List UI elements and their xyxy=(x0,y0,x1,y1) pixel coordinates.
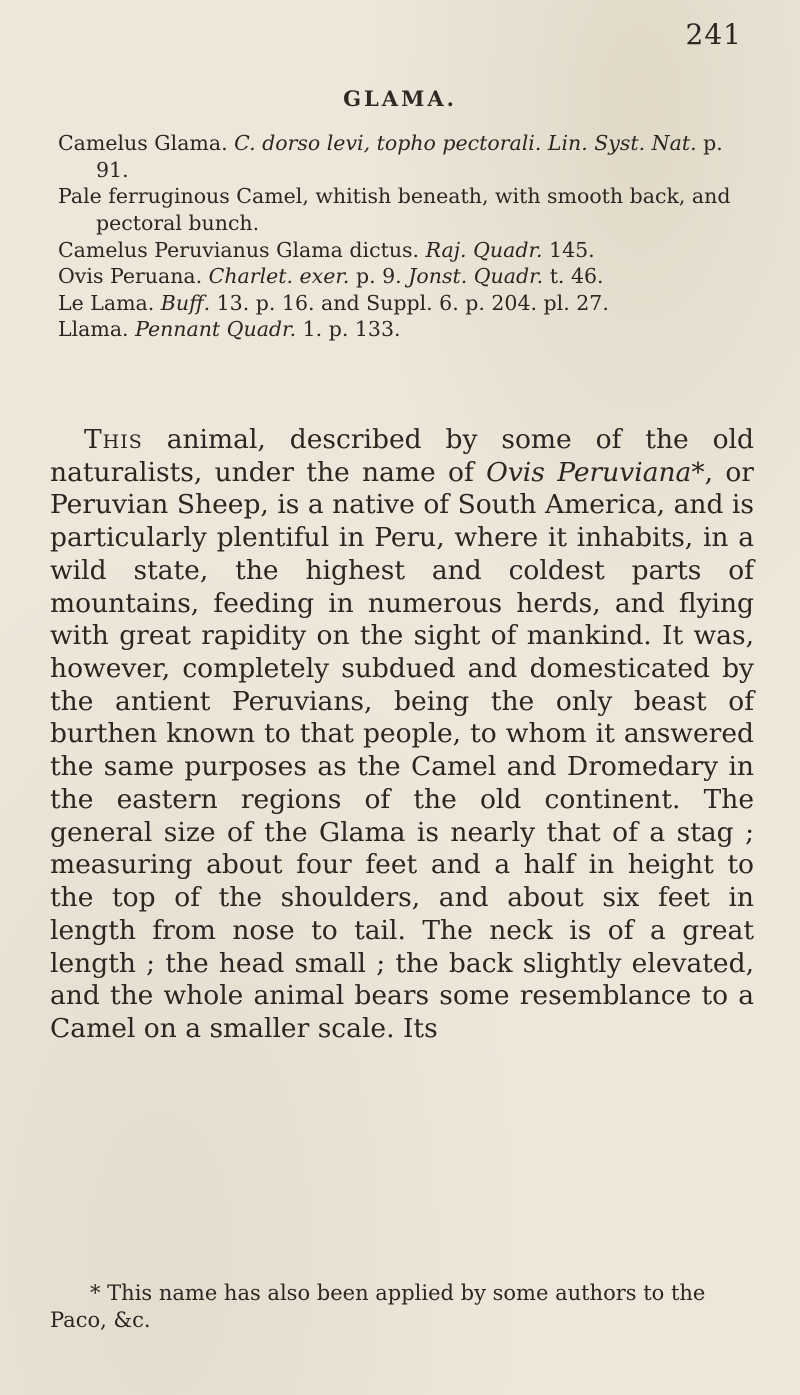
synonymy-entry-pennant xyxy=(58,316,748,343)
synonym-page: p. 9. xyxy=(349,264,409,289)
synonym-reference: Raj. Quadr. xyxy=(425,237,543,262)
synonym-reference: Buff. xyxy=(160,290,211,315)
synonym-name: Camelus Peruvianus Glama dictus. xyxy=(58,237,426,262)
synonym-page: 1. p. 133. xyxy=(296,317,401,342)
synonym-description: Pale ferruginous Camel, whitish beneath, with smooth back, and pectoral bunch. xyxy=(58,184,731,235)
synonym-page: t. 46. xyxy=(543,264,604,289)
synonymy-entry-description xyxy=(58,183,748,236)
synonym-name: Le Lama. xyxy=(58,290,161,315)
body-paragraph: This animal, described by some of the old naturalists, under the name of Ovis Peruviana*, or Peruvian Sheep, is a native of South America, and is particularly plentiful in Peru, where it inhabits, in a wild state, the highest and coldest parts of mountains, feeding in numerous herds, and flying with great rapidity on the sight of mankind. It was, however, completely subdued and domesticated by the antient Peruvians, being the only beast of burthen known to that people, to whom it answered the same purposes as the Camel and Dromedary in the eastern regions of the old continent. The general size of the Glama is nearly that of a stag ; measuring about four feet and a half in height to the top of the shoulders, and about six feet in length from nose to tail. The neck is of a great length ; the head small ; the back slightly elevated, and the whole animal bears some resemblance to a Camel on a smaller scale. Its xyxy=(50,424,754,1044)
footnote: * This name has also been applied by some authors to the Paco, &c. xyxy=(50,1281,706,1333)
latin-name: Ovis Peruviana xyxy=(486,456,692,488)
running-head: GLAMA. xyxy=(343,86,457,111)
synonymy-block xyxy=(58,130,748,343)
synonym-reference: C. dorso levi, topho pectorali. Lin. Syst. Nat. xyxy=(234,131,697,155)
page-number: 241 xyxy=(685,18,742,51)
synonym-reference: Jonst. Quadr. xyxy=(408,264,544,289)
synonym-name: Ovis Peruana. xyxy=(58,264,209,289)
synonym-name: Llama. xyxy=(58,317,136,342)
synonymy-entry-charleton xyxy=(58,263,748,290)
synonymy-entry-linnaeus xyxy=(58,130,748,183)
synonym-page: 13. p. 16. and Suppl. 6. p. 204. pl. 27. xyxy=(210,290,609,315)
synonym-name: Camelus Glama. xyxy=(58,131,235,155)
synonymy-entry-buffon xyxy=(58,290,748,317)
synonymy-entry-ray xyxy=(58,237,748,264)
first-word: This xyxy=(84,424,143,455)
synonym-page: 145. xyxy=(542,237,595,262)
synonym-reference: Pennant Quadr. xyxy=(135,317,297,342)
synonym-page: p. 91. xyxy=(96,131,723,182)
synonym-reference: Charlet. exer. xyxy=(208,264,350,289)
